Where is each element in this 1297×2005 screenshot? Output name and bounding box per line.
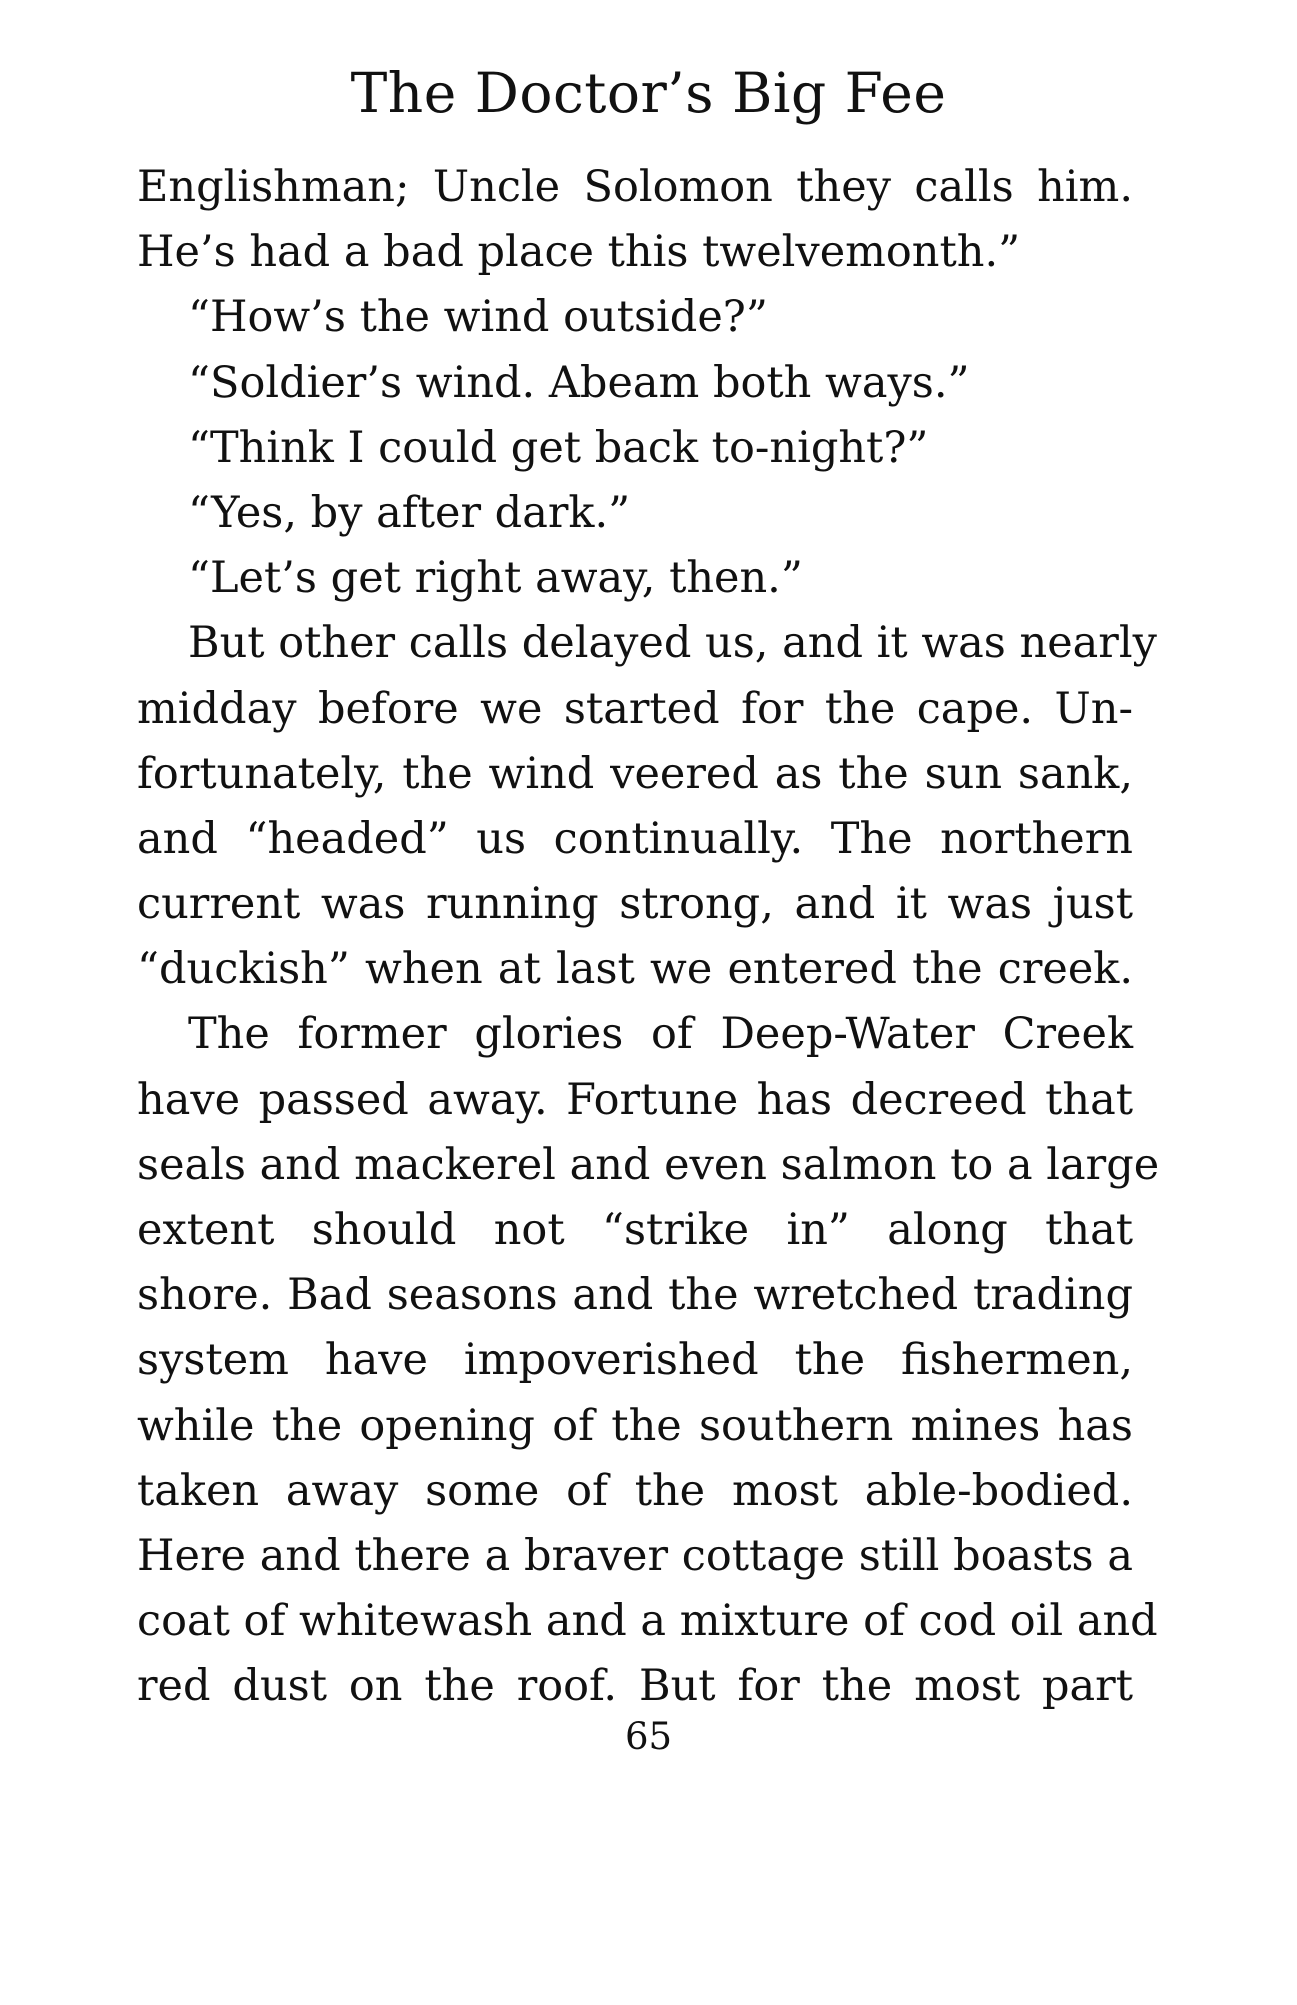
text-line: taken away some of the most able-bodied. [137,1465,1133,1516]
text-line: The former glories of Deep-Water Creek [188,1009,1133,1060]
running-head: The Doctor’s Big Fee [350,61,947,125]
text-line: while the opening of the southern mines has [137,1400,1133,1451]
text-line: “Think I could get back to-night?” [188,422,929,473]
text-line: He’s had a bad place this twelvemonth.” [137,227,1021,278]
text-line: fortunately, the wind veered as the sun sank, [137,748,1133,799]
body-text [137,155,1160,1720]
text-line: system have impoverished the fishermen, [137,1335,1133,1386]
text-line: “duckish” when at last we entered the creek. [137,944,1133,995]
text-line: “How’s the wind outside?” [188,292,768,343]
text-line: “Yes, by after dark.” [188,487,631,538]
text-line: shore. Bad seasons and the wretched trading [137,1270,1133,1321]
text-line: seals and mackerel and even salmon to a large [137,1139,1160,1190]
page-number: 65 [624,1715,673,1758]
text-line: midday before we started for the cape. Un- [137,683,1133,734]
text-line: “Soldier’s wind. Abeam both ways.” [188,357,970,408]
text-line: “Let’s get right away, then.” [188,553,803,604]
text-line: and “headed” us continually. The northern [137,813,1133,864]
text-line: But other calls delayed us, and it was nearly [188,618,1157,669]
text-line: Here and there a braver cottage still boasts a [137,1530,1133,1581]
text-line: red dust on the roof. But for the most part [137,1661,1133,1712]
text-line: extent should not “strike in” along that [137,1205,1133,1255]
text-line: current was running strong, and it was just [137,879,1133,930]
text-line: Englishman; Uncle Solomon they calls him. [137,162,1133,212]
text-line: have passed away. Fortune has decreed that [137,1074,1133,1125]
text-line: coat of whitewash and a mixture of cod oil and [137,1596,1158,1647]
